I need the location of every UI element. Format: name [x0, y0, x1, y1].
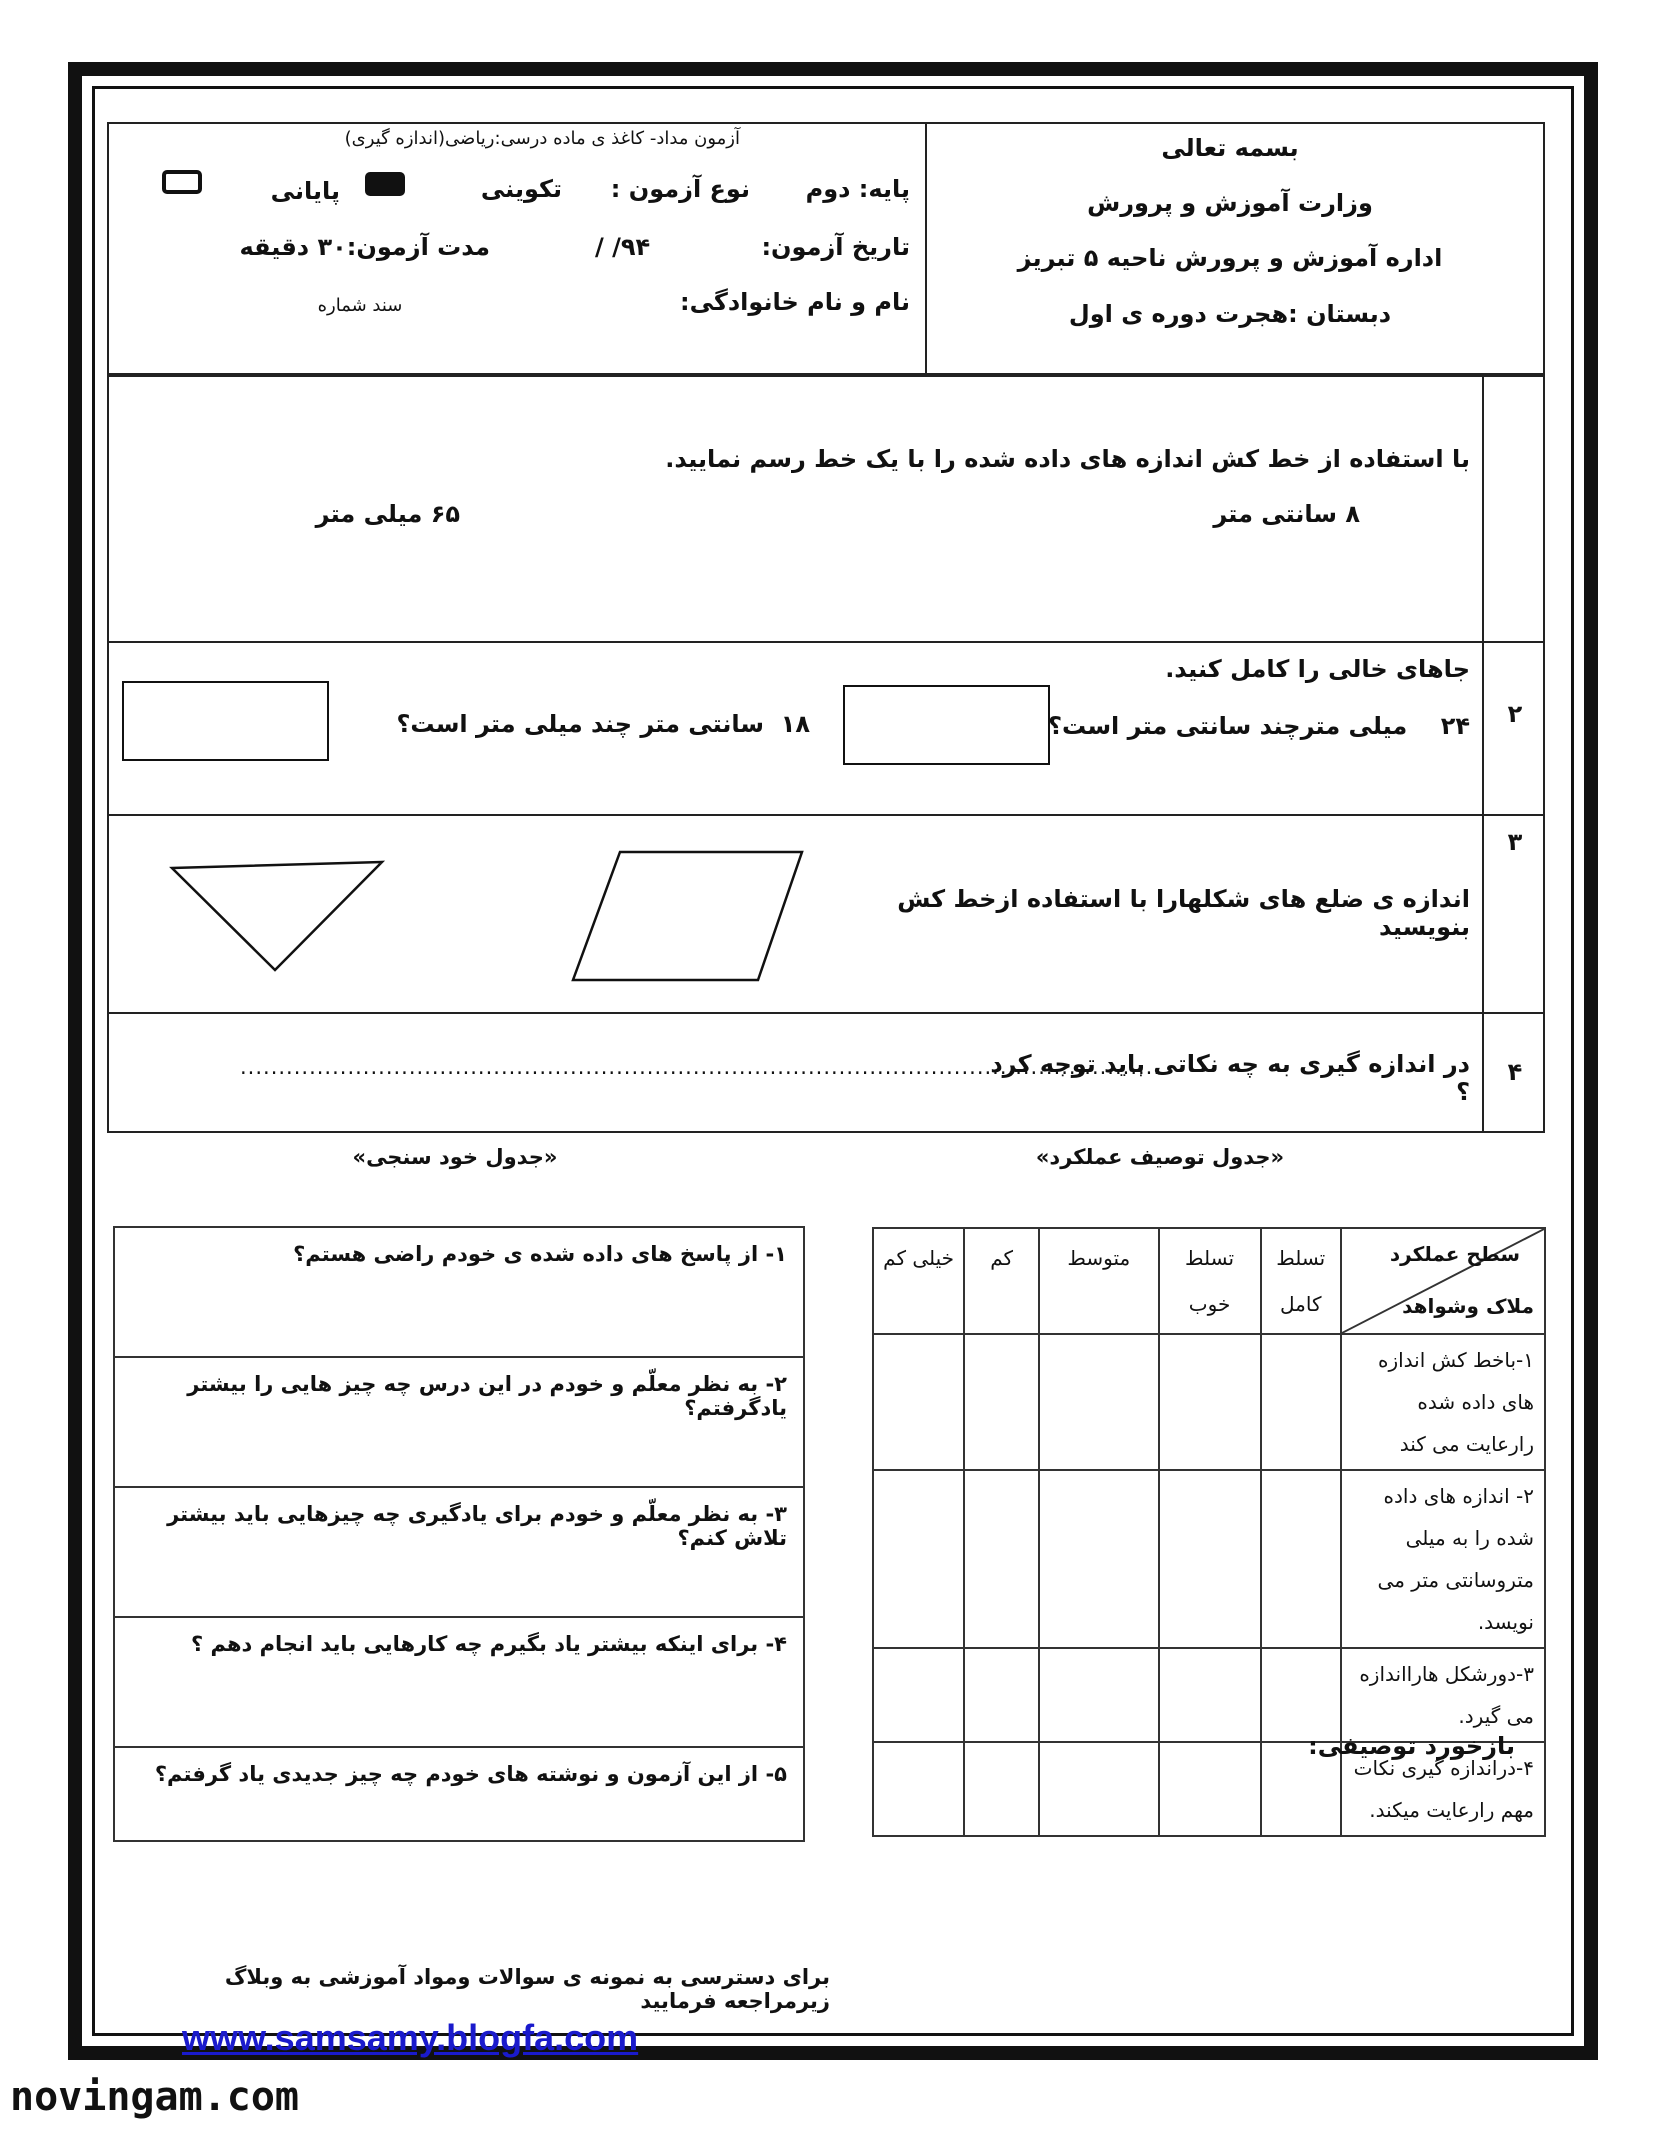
- question-3-number: ۳: [1507, 828, 1523, 856]
- department-name: اداره آموزش و پرورش ناحیه ۵ تبریز: [1017, 244, 1443, 272]
- self-assessment-question: ۱- از پاسخ های داده شده ی خودم راضی هستم؟: [293, 1242, 787, 1266]
- self-assessment-row-4: [113, 1616, 805, 1746]
- cell[interactable]: [1039, 1470, 1158, 1648]
- question-3-text: اندازه ی ضلع های شکلهارا با استفاده ازخط کش بنویسید: [897, 885, 1470, 941]
- school-name: دبستان :هجرت دوره ی اول: [1068, 300, 1392, 328]
- question-2-number: ۲: [1507, 700, 1523, 728]
- cell[interactable]: [1039, 1742, 1158, 1836]
- name-label: نام و نام خانوادگی:: [680, 288, 910, 316]
- cell[interactable]: [1261, 1648, 1341, 1742]
- question-1-item-a: ۸ سانتی متر: [1213, 500, 1360, 528]
- criterion-3: ۳-دورشکل هارااندازه می گیرد.: [1341, 1648, 1545, 1742]
- formative-label: تکوینی: [480, 175, 562, 203]
- question-divider-2: [107, 814, 1545, 816]
- question-2-answer-box-b[interactable]: [122, 681, 329, 761]
- self-assessment-row-2: [113, 1356, 805, 1486]
- formative-checkbox[interactable]: [365, 172, 405, 196]
- criterion-4: ۴-دراندازه گیری نکات مهم رارعایت میکند.: [1341, 1742, 1545, 1836]
- cell[interactable]: [964, 1648, 1039, 1742]
- question-number-divider: [1482, 375, 1484, 1133]
- cell[interactable]: [1159, 1334, 1261, 1470]
- self-assessment-row-3: [113, 1486, 805, 1616]
- cell[interactable]: [1159, 1470, 1261, 1648]
- cell[interactable]: [873, 1648, 964, 1742]
- date-label: تاریخ آزمون:: [761, 233, 910, 261]
- cell[interactable]: [964, 1470, 1039, 1648]
- performance-title: «جدول توصیف عملکرد»: [1035, 1145, 1285, 1169]
- level-low: کم: [964, 1228, 1039, 1334]
- question-2-item-a: ۲۴ میلی مترچند سانتی متر است؟: [1048, 712, 1470, 740]
- cell[interactable]: [873, 1470, 964, 1648]
- question-2-answer-box-a[interactable]: [843, 685, 1050, 765]
- question-4-number: ۴: [1507, 1058, 1523, 1086]
- parallelogram-shape: [573, 852, 802, 980]
- question-2-text: جاهای خالی را کامل کنید.: [1165, 655, 1470, 683]
- question-1-text: با استفاده از خط کش اندازه های داده شده را با یک خط رسم نمایید.: [665, 445, 1470, 473]
- question-4-answer-line[interactable]: ........................................................................................................................: [240, 1055, 1162, 1079]
- triangle-shape: [172, 862, 382, 970]
- final-checkbox[interactable]: [162, 170, 202, 194]
- cell[interactable]: [964, 1742, 1039, 1836]
- criterion-2: ۲- اندازه های داده شده را به میلی متروسانتی متر می نویسد.: [1341, 1470, 1545, 1648]
- footer-note: برای دسترسی به نمونه ی سوالات ومواد آموزشی به وبلاگ زیرمراجعه فرمایید: [224, 1965, 830, 2013]
- self-assessment-question: ۳- به نظر معلّم و خودم برای یادگیری چه چیزهایی باید بیشتر تلاش کنم؟: [167, 1502, 787, 1550]
- self-assessment-question: ۲- به نظر معلّم و خودم در این درس چه چیز هایی را بیشتر یادگرفتم؟: [187, 1372, 787, 1420]
- level-mastery-full: تسلط کامل: [1261, 1228, 1341, 1334]
- criterion-1: ۱-باخط کش اندازه های داده شده رارعایت می کند: [1341, 1334, 1545, 1470]
- question-2-item-b: ۱۸ سانتی متر چند میلی متر است؟: [396, 710, 810, 738]
- date-value: / /۹۴: [595, 233, 651, 261]
- cell[interactable]: [964, 1334, 1039, 1470]
- question-divider-1: [107, 641, 1545, 643]
- duration-label: مدت آزمون:۳۰ دقیقه: [239, 233, 490, 261]
- cell[interactable]: [1039, 1648, 1158, 1742]
- cell[interactable]: [873, 1334, 964, 1470]
- self-assessment-question: ۵- از این آزمون و نوشته های خودم چه چیز جدیدی یاد گرفتم؟: [154, 1762, 787, 1786]
- feedback-label: بازخورد توصیفی:: [1308, 1732, 1515, 1760]
- corner-top-label: سطح عملکرد: [1389, 1242, 1520, 1266]
- performance-corner-cell: [1341, 1228, 1545, 1334]
- self-assessment-row-1: [113, 1226, 805, 1356]
- blog-link[interactable]: www.samsamy.blogfa.com: [182, 2017, 639, 2058]
- question-divider-3: [107, 1012, 1545, 1014]
- cell[interactable]: [1039, 1334, 1158, 1470]
- final-label: پایانی: [270, 177, 340, 205]
- corner-bottom-label: ملاک وشواهد: [1402, 1294, 1534, 1318]
- exam-type-label: نوع آزمون :: [610, 175, 750, 203]
- level-very-low: خیلی کم: [873, 1228, 964, 1334]
- ministry-name: وزارت آموزش و پرورش: [1087, 189, 1373, 217]
- level-average: متوسط: [1039, 1228, 1158, 1334]
- self-assessment-question: ۴- برای اینکه بیشتر یاد بگیرم چه کارهایی باید انجام دهم ؟: [191, 1632, 787, 1656]
- cell[interactable]: [873, 1742, 964, 1836]
- self-assessment-title: «جدول خود سنجی»: [352, 1145, 558, 1169]
- question-4-text: در اندازه گیری به چه نکاتی باید توجه کرد ؟: [990, 1050, 1470, 1106]
- doc-number-label: سند شماره: [317, 295, 403, 316]
- self-assessment-row-5: [113, 1746, 805, 1842]
- grade-label: پایه: دوم: [805, 175, 910, 203]
- cell[interactable]: [1159, 1742, 1261, 1836]
- exam-title: آزمون مداد- کاغذ ی ماده درسی:ریاضی(اندازه گیری): [344, 128, 740, 149]
- cell[interactable]: [1159, 1648, 1261, 1742]
- cell[interactable]: [1261, 1470, 1341, 1648]
- shapes-figure: [150, 840, 830, 1000]
- level-mastery-good: تسلط خوب: [1159, 1228, 1261, 1334]
- cell[interactable]: [1261, 1334, 1341, 1470]
- bismillah: بسمه تعالی: [1161, 134, 1299, 162]
- watermark-text: novingam.com: [10, 2074, 299, 2120]
- header-divider: [925, 122, 927, 375]
- question-1-item-b: ۶۵ میلی متر: [315, 500, 460, 528]
